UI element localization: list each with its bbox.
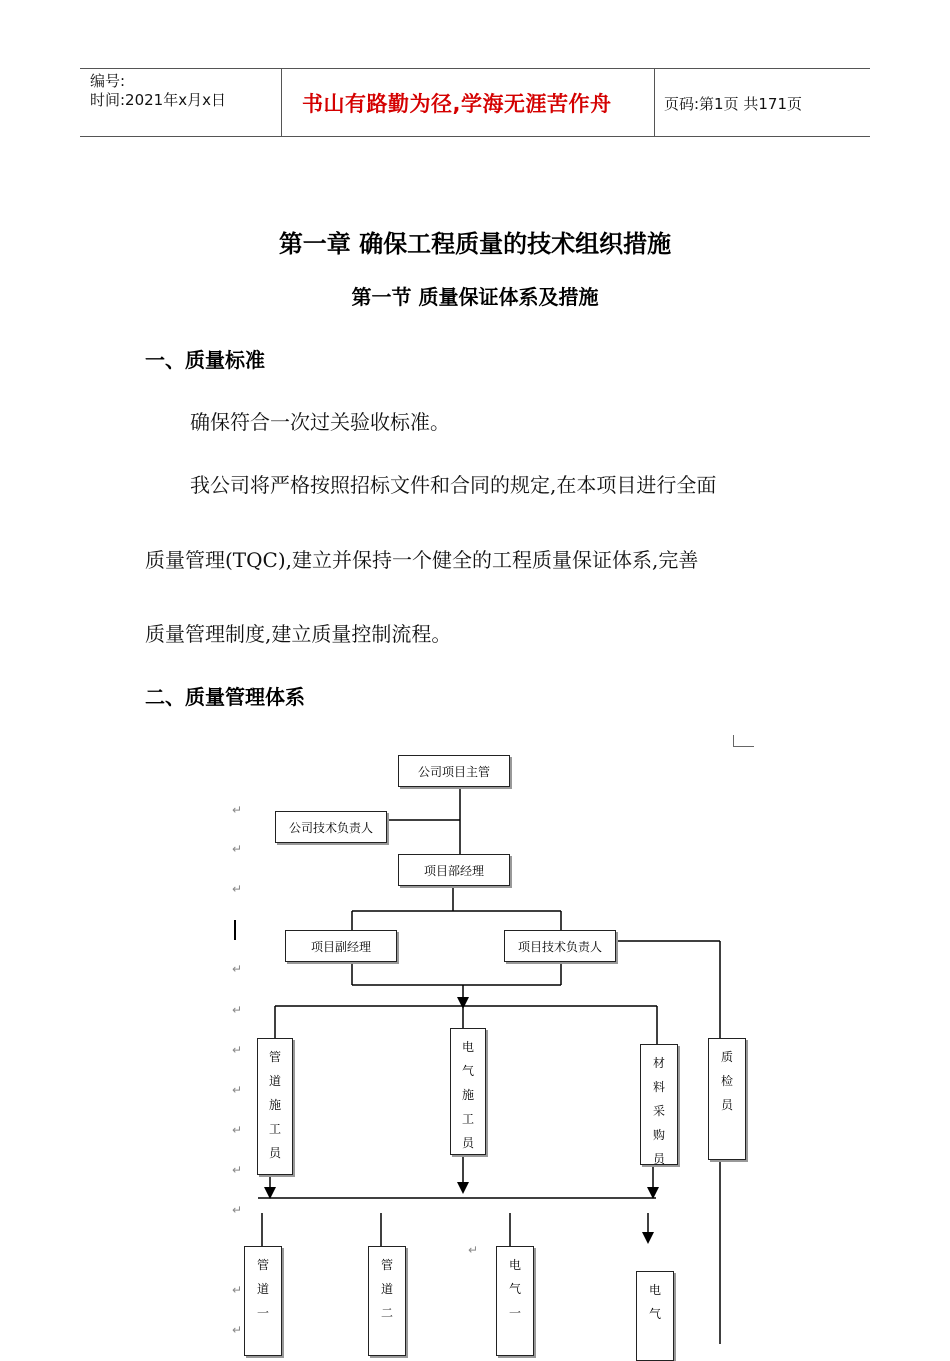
org-box-project-manager: 项目部经理 — [398, 854, 510, 886]
header-motto: 书山有路勤为径,学海无涯苦作舟 — [302, 92, 612, 116]
org-box-electric-worker — [450, 1028, 486, 1155]
org-box-pipe-team-1 — [244, 1246, 282, 1356]
paragraph-1: 确保符合一次过关验收标准。 — [190, 410, 450, 434]
paragraph-2-line-1: 我公司将严格按照招标文件和合同的规定,在本项目进行全面 — [190, 473, 717, 497]
paragraph-mark: ↵ — [232, 1083, 243, 1097]
org-box-electric-team-2-label: 电气 — [648, 1283, 661, 1321]
document-date: 时间:2021年x月x日 — [90, 91, 226, 109]
org-box-pipe-team-1-label: 管道一 — [256, 1258, 269, 1320]
document-number-label: 编号: — [90, 72, 126, 90]
paragraph-2-line-3: 质量管理制度,建立质量控制流程。 — [145, 622, 452, 646]
paragraph-mark: ↵ — [232, 1323, 243, 1337]
paragraph-mark: ↵ — [232, 882, 243, 896]
paragraph-mark: ↵ — [232, 803, 243, 817]
section-1-heading: 一、质量标准 — [145, 348, 265, 372]
paragraph-mark: ↵ — [232, 1003, 243, 1017]
chapter-title: 第一章 确保工程质量的技术组织措施 — [278, 230, 672, 258]
paragraph-mark: ↵ — [232, 1043, 243, 1057]
page-info: 页码:第1页 共171页 — [664, 95, 802, 113]
org-box-pipe-team-2 — [368, 1246, 406, 1356]
org-box-company-manager: 公司项目主管 — [398, 755, 510, 787]
paragraph-mark: ↵ — [232, 1123, 243, 1137]
org-box-material-buyer — [640, 1044, 678, 1165]
paragraph-mark: ↵ — [232, 962, 243, 976]
org-box-pipe-worker — [257, 1038, 293, 1175]
paragraph-mark: ↵ — [232, 1203, 243, 1217]
org-box-electric-team-2 — [636, 1271, 674, 1361]
org-box-company-tech-lead: 公司技术负责人 — [275, 811, 387, 843]
org-box-project-tech-lead: 项目技术负责人 — [504, 930, 616, 962]
org-box-material-buyer-label: 材料采购员 — [652, 1056, 665, 1165]
section-title: 第一节 质量保证体系及措施 — [351, 285, 599, 309]
paragraph-mark: ↵ — [468, 1243, 479, 1257]
org-box-inspector-label: 质检员 — [720, 1050, 733, 1112]
org-box-deputy-manager: 项目副经理 — [285, 930, 397, 962]
paragraph-mark: ↵ — [232, 1163, 243, 1177]
section-2-heading: 二、质量管理体系 — [145, 685, 305, 709]
org-box-electric-team-1 — [496, 1246, 534, 1356]
org-box-electric-team-1-label: 电气一 — [508, 1258, 521, 1320]
org-box-electric-worker-label: 电气施工员 — [461, 1040, 474, 1150]
paragraph-mark: ↵ — [232, 1283, 243, 1297]
text-cursor — [234, 920, 236, 940]
paragraph-2-line-2: 质量管理(TQC),建立并保持一个健全的工程质量保证体系,完善 — [145, 548, 699, 572]
org-box-inspector — [708, 1038, 746, 1160]
paragraph-mark: ↵ — [232, 842, 243, 856]
org-box-pipe-team-2-label: 管道二 — [380, 1258, 393, 1320]
org-box-pipe-worker-label: 管道施工员 — [268, 1050, 281, 1160]
